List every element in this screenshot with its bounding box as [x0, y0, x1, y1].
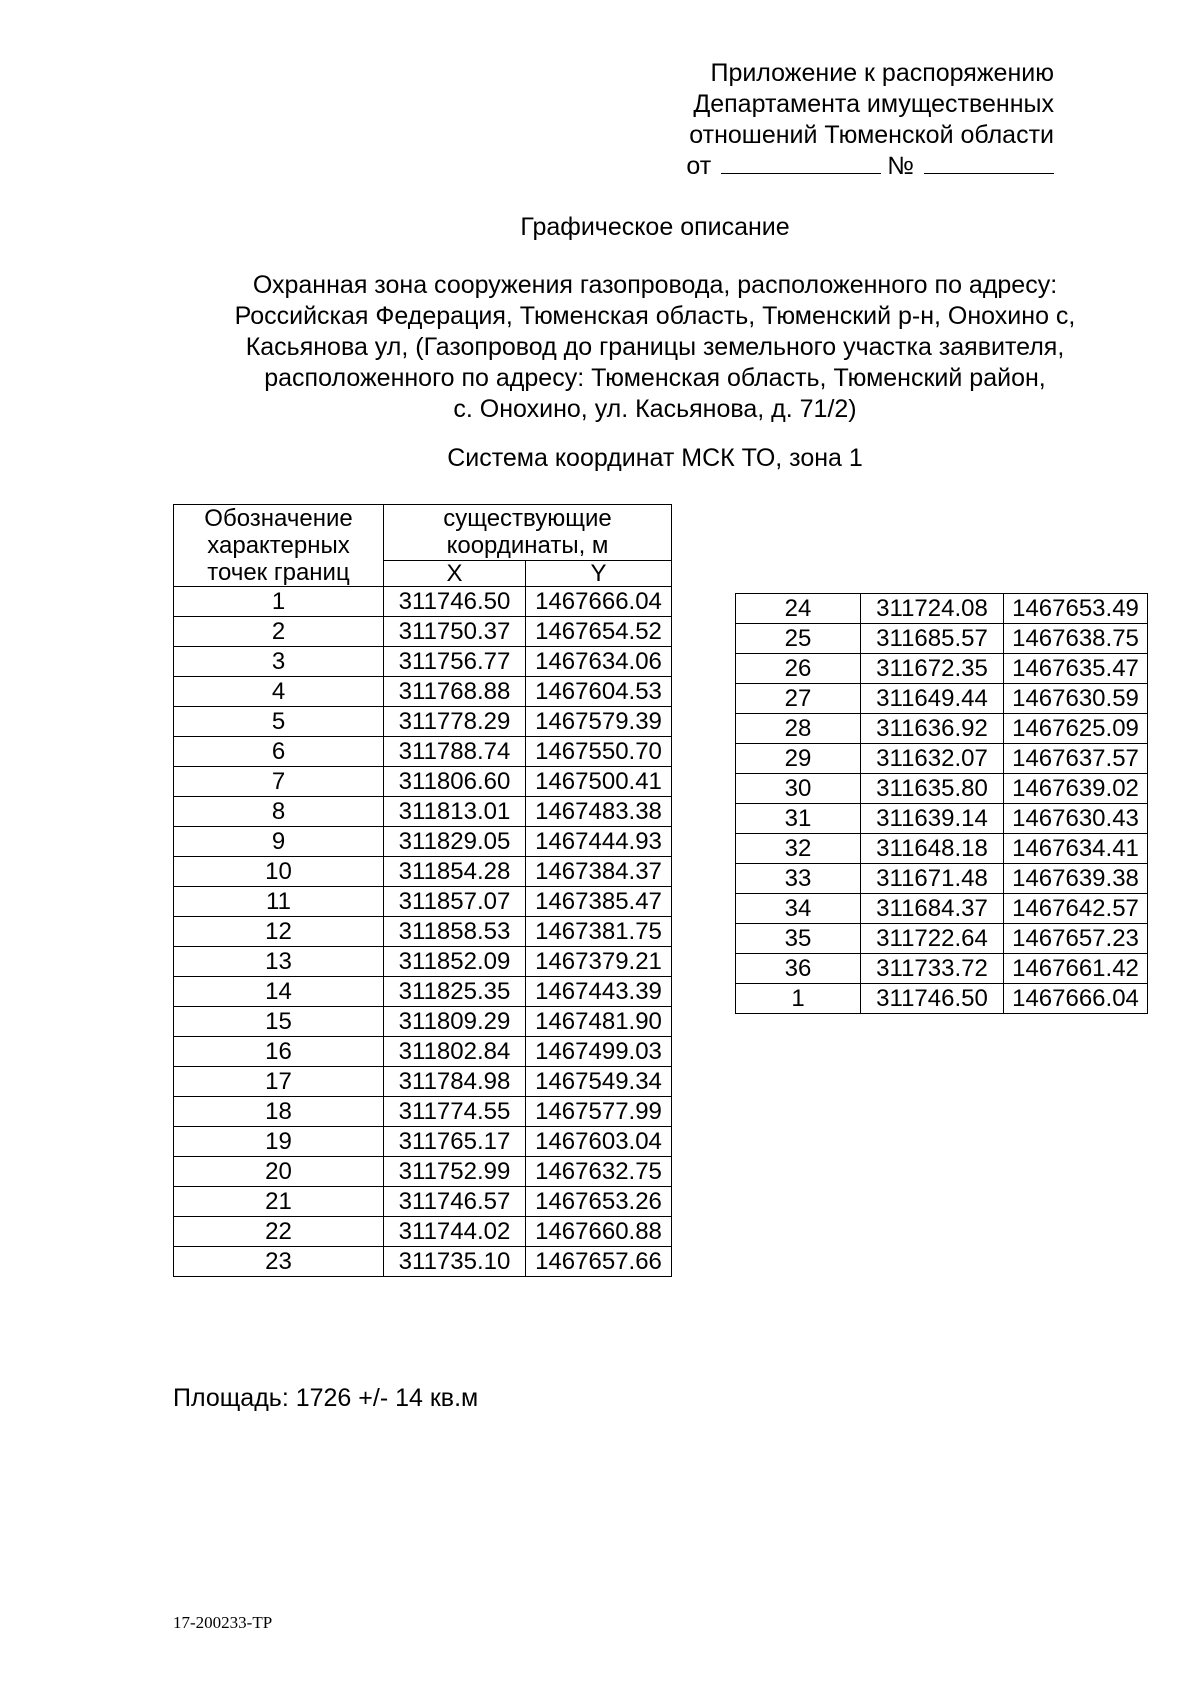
- table-row: [174, 1217, 672, 1247]
- y-coordinate-cell: 1467657.66: [526, 1247, 672, 1277]
- x-coordinate-cell: 311632.07: [861, 744, 1004, 774]
- y-coordinate-cell: 1467603.04: [526, 1127, 672, 1157]
- x-coordinate-cell: 311813.01: [384, 797, 526, 827]
- y-coordinate-cell: 1467381.75: [526, 917, 672, 947]
- y-coordinate-cell: 1467500.41: [526, 767, 672, 797]
- x-coordinate-cell: 311756.77: [384, 647, 526, 677]
- point-cell: 17: [174, 1067, 384, 1097]
- table-row: [174, 1127, 672, 1157]
- y-coordinate-cell: 1467579.39: [526, 707, 672, 737]
- point-cell: 34: [736, 894, 861, 924]
- zone-description: [180, 270, 1130, 425]
- x-coordinate-cell: 311788.74: [384, 737, 526, 767]
- coords-label-line-1: существующие: [443, 505, 612, 533]
- y-coordinate-cell: 1467666.04: [526, 587, 672, 617]
- x-coordinate-cell: 311774.55: [384, 1097, 526, 1127]
- description-line-5: с. Онохино, ул. Касьянова, д. 71/2): [453, 395, 857, 423]
- point-cell: 9: [174, 827, 384, 857]
- x-coordinate-cell: 311802.84: [384, 1037, 526, 1067]
- table-row: [174, 1157, 672, 1187]
- x-coordinate-cell: 311649.44: [861, 684, 1004, 714]
- description-line-1: Охранная зона сооружения газопровода, расположенного по адресу:: [252, 271, 1058, 299]
- point-cell: 26: [736, 654, 861, 684]
- y-coordinate-cell: 1467444.93: [526, 827, 672, 857]
- point-cell: 28: [736, 714, 861, 744]
- from-label: от: [686, 152, 712, 180]
- table-row: [174, 707, 672, 737]
- point-cell: 32: [736, 834, 861, 864]
- point-cell: 3: [174, 647, 384, 677]
- y-coordinate-cell: 1467630.59: [1004, 684, 1148, 714]
- y-coordinate-cell: 1467443.39: [526, 977, 672, 1007]
- x-coordinate-cell: 311746.50: [861, 984, 1004, 1014]
- x-coordinate-cell: 311768.88: [384, 677, 526, 707]
- point-label-header: [174, 505, 384, 587]
- coordinates-table-right: [735, 593, 1148, 1014]
- x-coordinate-cell: 311858.53: [384, 917, 526, 947]
- area-text: Площадь: 1726 +/- 14 кв.м: [173, 1384, 479, 1412]
- x-coordinate-cell: 311733.72: [861, 954, 1004, 984]
- x-coordinate-cell: 311635.80: [861, 774, 1004, 804]
- table-row: [174, 887, 672, 917]
- point-cell: 21: [174, 1187, 384, 1217]
- point-cell: 23: [174, 1247, 384, 1277]
- point-cell: 1: [174, 587, 384, 617]
- coordinates-body-left: [174, 587, 672, 1277]
- coords-header: [384, 505, 672, 561]
- number-label: №: [887, 152, 914, 180]
- table-row: [174, 1187, 672, 1217]
- point-cell: 2: [174, 617, 384, 647]
- table-row: [736, 684, 1148, 714]
- table-row: [174, 1037, 672, 1067]
- appendix-line-1: Приложение к распоряжению: [710, 59, 1054, 87]
- y-coordinate-cell: 1467483.38: [526, 797, 672, 827]
- table-row: [736, 714, 1148, 744]
- y-coordinate-cell: 1467635.47: [1004, 654, 1148, 684]
- x-coordinate-cell: 311722.64: [861, 924, 1004, 954]
- y-coordinate-cell: 1467379.21: [526, 947, 672, 977]
- description-line-2: Российская Федерация, Тюменская область, Тюменский р-н, Онохино с,: [234, 302, 1076, 330]
- point-cell: 10: [174, 857, 384, 887]
- point-cell: 15: [174, 1007, 384, 1037]
- appendix-header: [686, 58, 1054, 182]
- y-coordinate-cell: 1467634.41: [1004, 834, 1148, 864]
- table-row: [174, 857, 672, 887]
- x-coordinate-cell: 311829.05: [384, 827, 526, 857]
- footer-code: 17-200233-ТР: [173, 1613, 273, 1632]
- y-coordinate-cell: 1467660.88: [526, 1217, 672, 1247]
- x-coordinate-cell: 311857.07: [384, 887, 526, 917]
- table-row: [736, 744, 1148, 774]
- x-coordinate-cell: 311778.29: [384, 707, 526, 737]
- document-title: Графическое описание: [520, 213, 790, 241]
- table-row: [736, 864, 1148, 894]
- y-coordinate-cell: 1467657.23: [1004, 924, 1148, 954]
- x-coordinate-cell: 311809.29: [384, 1007, 526, 1037]
- table-row: [174, 767, 672, 797]
- y-coordinate-cell: 1467653.26: [526, 1187, 672, 1217]
- y-coordinate-cell: 1467639.38: [1004, 864, 1148, 894]
- y-coordinate-cell: 1467481.90: [526, 1007, 672, 1037]
- y-coordinate-cell: 1467653.49: [1004, 594, 1148, 624]
- point-cell: 1: [736, 984, 861, 1014]
- y-coordinate-cell: 1467637.57: [1004, 744, 1148, 774]
- table-row: [174, 617, 672, 647]
- point-cell: 6: [174, 737, 384, 767]
- point-cell: 27: [736, 684, 861, 714]
- table-row: [174, 827, 672, 857]
- x-coordinate-cell: 311671.48: [861, 864, 1004, 894]
- point-cell: 29: [736, 744, 861, 774]
- appendix-line-3: отношений Тюменской области: [689, 121, 1054, 149]
- table-row: [736, 954, 1148, 984]
- point-label-line-1: Обозначение: [204, 505, 353, 532]
- x-coordinate-cell: 311806.60: [384, 767, 526, 797]
- point-cell: 18: [174, 1097, 384, 1127]
- table-row: [736, 654, 1148, 684]
- x-coordinate-cell: 311685.57: [861, 624, 1004, 654]
- table-row: [736, 774, 1148, 804]
- point-cell: 14: [174, 977, 384, 1007]
- coordinate-system: Система координат МСК ТО, зона 1: [447, 444, 863, 472]
- point-cell: 8: [174, 797, 384, 827]
- point-cell: 30: [736, 774, 861, 804]
- y-coordinate-cell: 1467385.47: [526, 887, 672, 917]
- x-coordinate-cell: 311784.98: [384, 1067, 526, 1097]
- table-row: [174, 1007, 672, 1037]
- x-coordinate-cell: 311765.17: [384, 1127, 526, 1157]
- table-row: [174, 647, 672, 677]
- x-coordinate-cell: 311746.50: [384, 587, 526, 617]
- x-coordinate-cell: 311746.57: [384, 1187, 526, 1217]
- point-cell: 35: [736, 924, 861, 954]
- appendix-line-2: Департамента имущественных: [693, 90, 1054, 118]
- y-coordinate-cell: 1467661.42: [1004, 954, 1148, 984]
- date-blank: [721, 151, 881, 174]
- x-coordinate-cell: 311854.28: [384, 857, 526, 887]
- point-cell: 33: [736, 864, 861, 894]
- point-cell: 5: [174, 707, 384, 737]
- y-coordinate-cell: 1467499.03: [526, 1037, 672, 1067]
- y-coordinate-cell: 1467638.75: [1004, 624, 1148, 654]
- table-row: [174, 917, 672, 947]
- table-row: [174, 797, 672, 827]
- point-label-line-3: точек границ: [207, 559, 350, 586]
- point-cell: 19: [174, 1127, 384, 1157]
- x-coordinate-cell: 311744.02: [384, 1217, 526, 1247]
- y-coordinate-cell: 1467654.52: [526, 617, 672, 647]
- point-label-line-2: характерных: [207, 532, 350, 559]
- x-coordinate-cell: 311735.10: [384, 1247, 526, 1277]
- point-cell: 4: [174, 677, 384, 707]
- table-row: [174, 677, 672, 707]
- table-row: [174, 1067, 672, 1097]
- point-cell: 31: [736, 804, 861, 834]
- table-row: [736, 804, 1148, 834]
- table-row: [174, 1097, 672, 1127]
- x-coordinate-cell: 311825.35: [384, 977, 526, 1007]
- table-row: [174, 947, 672, 977]
- description-line-3: Касьянова ул, (Газопровод до границы земельного участка заявителя,: [245, 333, 1065, 361]
- point-cell: 25: [736, 624, 861, 654]
- number-blank: [924, 151, 1054, 174]
- y-coordinate-cell: 1467639.02: [1004, 774, 1148, 804]
- point-cell: 12: [174, 917, 384, 947]
- y-coordinate-cell: 1467634.06: [526, 647, 672, 677]
- x-coordinate-cell: 311724.08: [861, 594, 1004, 624]
- table-row: [174, 587, 672, 617]
- table-row: [736, 924, 1148, 954]
- y-coordinate-cell: 1467642.57: [1004, 894, 1148, 924]
- y-coordinate-cell: 1467666.04: [1004, 984, 1148, 1014]
- y-coordinate-cell: 1467604.53: [526, 677, 672, 707]
- y-coordinate-cell: 1467630.43: [1004, 804, 1148, 834]
- table-row: [174, 977, 672, 1007]
- x-coordinate-cell: 311636.92: [861, 714, 1004, 744]
- appendix-date-number-line: [686, 151, 1054, 182]
- y-header: Y: [526, 560, 672, 586]
- coordinates-body-right: [736, 594, 1148, 1014]
- coordinates-table-left: [173, 504, 672, 1277]
- x-coordinate-cell: 311852.09: [384, 947, 526, 977]
- table-row: [736, 594, 1148, 624]
- x-coordinate-cell: 311684.37: [861, 894, 1004, 924]
- point-cell: 22: [174, 1217, 384, 1247]
- y-coordinate-cell: 1467632.75: [526, 1157, 672, 1187]
- y-coordinate-cell: 1467625.09: [1004, 714, 1148, 744]
- table-row: [736, 624, 1148, 654]
- x-coordinate-cell: 311750.37: [384, 617, 526, 647]
- x-coordinate-cell: 311752.99: [384, 1157, 526, 1187]
- table-row: [174, 737, 672, 767]
- x-coordinate-cell: 311639.14: [861, 804, 1004, 834]
- coords-label-line-2: координаты, м: [446, 532, 609, 560]
- point-cell: 11: [174, 887, 384, 917]
- table-row: [736, 834, 1148, 864]
- x-header: X: [384, 560, 526, 586]
- point-cell: 16: [174, 1037, 384, 1067]
- point-cell: 24: [736, 594, 861, 624]
- x-coordinate-cell: 311672.35: [861, 654, 1004, 684]
- point-cell: 7: [174, 767, 384, 797]
- y-coordinate-cell: 1467384.37: [526, 857, 672, 887]
- y-coordinate-cell: 1467577.99: [526, 1097, 672, 1127]
- x-coordinate-cell: 311648.18: [861, 834, 1004, 864]
- point-cell: 20: [174, 1157, 384, 1187]
- y-coordinate-cell: 1467550.70: [526, 737, 672, 767]
- description-line-4: расположенного по адресу: Тюменская область, Тюменский район,: [264, 364, 1046, 392]
- point-cell: 36: [736, 954, 861, 984]
- table-row: [736, 894, 1148, 924]
- table-row: [174, 1247, 672, 1277]
- y-coordinate-cell: 1467549.34: [526, 1067, 672, 1097]
- point-cell: 13: [174, 947, 384, 977]
- table-row: [736, 984, 1148, 1014]
